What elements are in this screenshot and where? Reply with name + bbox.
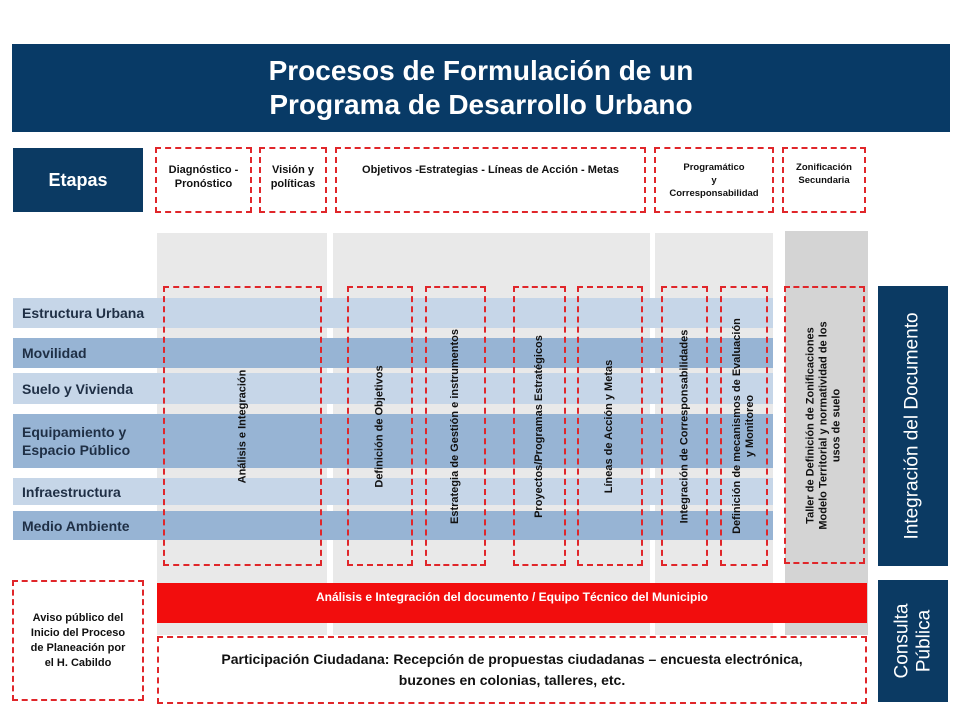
red-bar-analisis-documento: Análisis e Integración del documento / Equipo Técnico del Municipio (157, 583, 867, 623)
stage-vision-text: Visión y políticas (270, 164, 316, 190)
side-integracion-documento (878, 286, 948, 566)
stage-programatico-line-1: Programático (683, 162, 745, 173)
activity-definicion-mecanismos (720, 286, 768, 566)
activity-taller-line-3: usos de suelo (831, 388, 844, 462)
aviso-line-2: Inicio del Proceso (30, 626, 126, 639)
activity-taller (784, 286, 865, 564)
row-label-equipamiento-line-1: Equipamiento y (22, 424, 127, 440)
activity-taller-text (805, 321, 844, 529)
participacion-line-1: Participación Ciudadana: Recepción de propuestas ciudadanas – encuesta electrónica, (221, 651, 803, 667)
activity-proyectos-text: Proyectos/Programas Estratégicos (533, 334, 545, 518)
activity-integracion-corr-text: Integración de Corresponsabilidades (678, 329, 690, 523)
side-consulta-line-1: Consulta (891, 603, 912, 679)
stage-programatico-line-2: y (711, 175, 717, 186)
activity-definicion-objetivos (347, 286, 413, 566)
aviso-line-3: de Planeación por (30, 641, 126, 654)
participacion-ciudadana (157, 636, 867, 704)
activity-estrategia-text: Estrategia de Gestión e instrumentos (449, 328, 461, 524)
side-integracion-documento-text: Integración del Documento (902, 312, 923, 540)
aviso-publico (12, 580, 144, 701)
activity-lineas-text: Líneas de Acción y Metas (603, 359, 616, 493)
activity-analisis (163, 286, 322, 566)
row-label-equipamiento (13, 414, 130, 468)
page-title (12, 44, 950, 132)
activity-proyectos (513, 286, 566, 566)
title-line-1: Procesos de Formulación de un (268, 55, 694, 86)
side-consulta-publica (878, 580, 948, 702)
activity-integracion-corresponsabilidades (661, 286, 708, 566)
stage-programatico (654, 147, 774, 213)
row-label-infraestructura: Infraestructura (22, 483, 121, 500)
side-consulta-publica-text (891, 604, 935, 679)
activity-definicion-mecanismos-line-2: y Monitoreo (744, 394, 757, 458)
stage-vision (259, 147, 327, 213)
etapas-label: Etapas (13, 148, 143, 212)
stage-diagnostico-text: Diagnóstico - Pronóstico (168, 164, 239, 190)
activity-lineas (577, 286, 643, 566)
stage-zonificacion-text: Zonificación Secundaria (796, 162, 852, 186)
row-label-equipamiento-line-2: Espacio Público (22, 442, 131, 458)
aviso-line-4: el H. Cabildo (44, 656, 112, 669)
activity-definicion-objetivos-text: Definición de Objetivos (373, 364, 386, 488)
row-label-medio: Medio Ambiente (22, 517, 130, 534)
side-consulta-line-2: Pública (913, 609, 934, 673)
activity-taller-line-2: Modelo Territorial y normatividad de los (818, 320, 831, 530)
row-label-suelo: Suelo y Vivienda (22, 380, 134, 397)
activity-taller-line-1: Taller de Definición de Zonificaciones (805, 326, 818, 524)
stage-objetivos-text: Objetivos -Estrategias - Líneas de Acción - Metas (362, 164, 619, 176)
activity-estrategia (425, 286, 486, 566)
activity-definicion-mecanismos-text (731, 318, 757, 534)
aviso-line-1: Aviso público del (32, 611, 124, 624)
activity-definicion-mecanismos-line-1: Definición de mecanismos de Evaluación (731, 318, 744, 534)
participacion-line-2: buzones en colonias, talleres, etc. (398, 672, 626, 688)
stage-objetivos (335, 147, 646, 213)
stage-diagnostico (155, 147, 252, 213)
row-label-movilidad: Movilidad (22, 345, 87, 361)
activity-analisis-text: Análisis e Integración (235, 369, 248, 483)
stage-zonificacion (782, 147, 866, 213)
title-line-2: Programa de Desarrollo Urbano (269, 89, 693, 120)
stage-programatico-line-3: Corresponsabilidad (669, 188, 759, 199)
row-label-estructura: Estructura Urbana (22, 305, 145, 321)
